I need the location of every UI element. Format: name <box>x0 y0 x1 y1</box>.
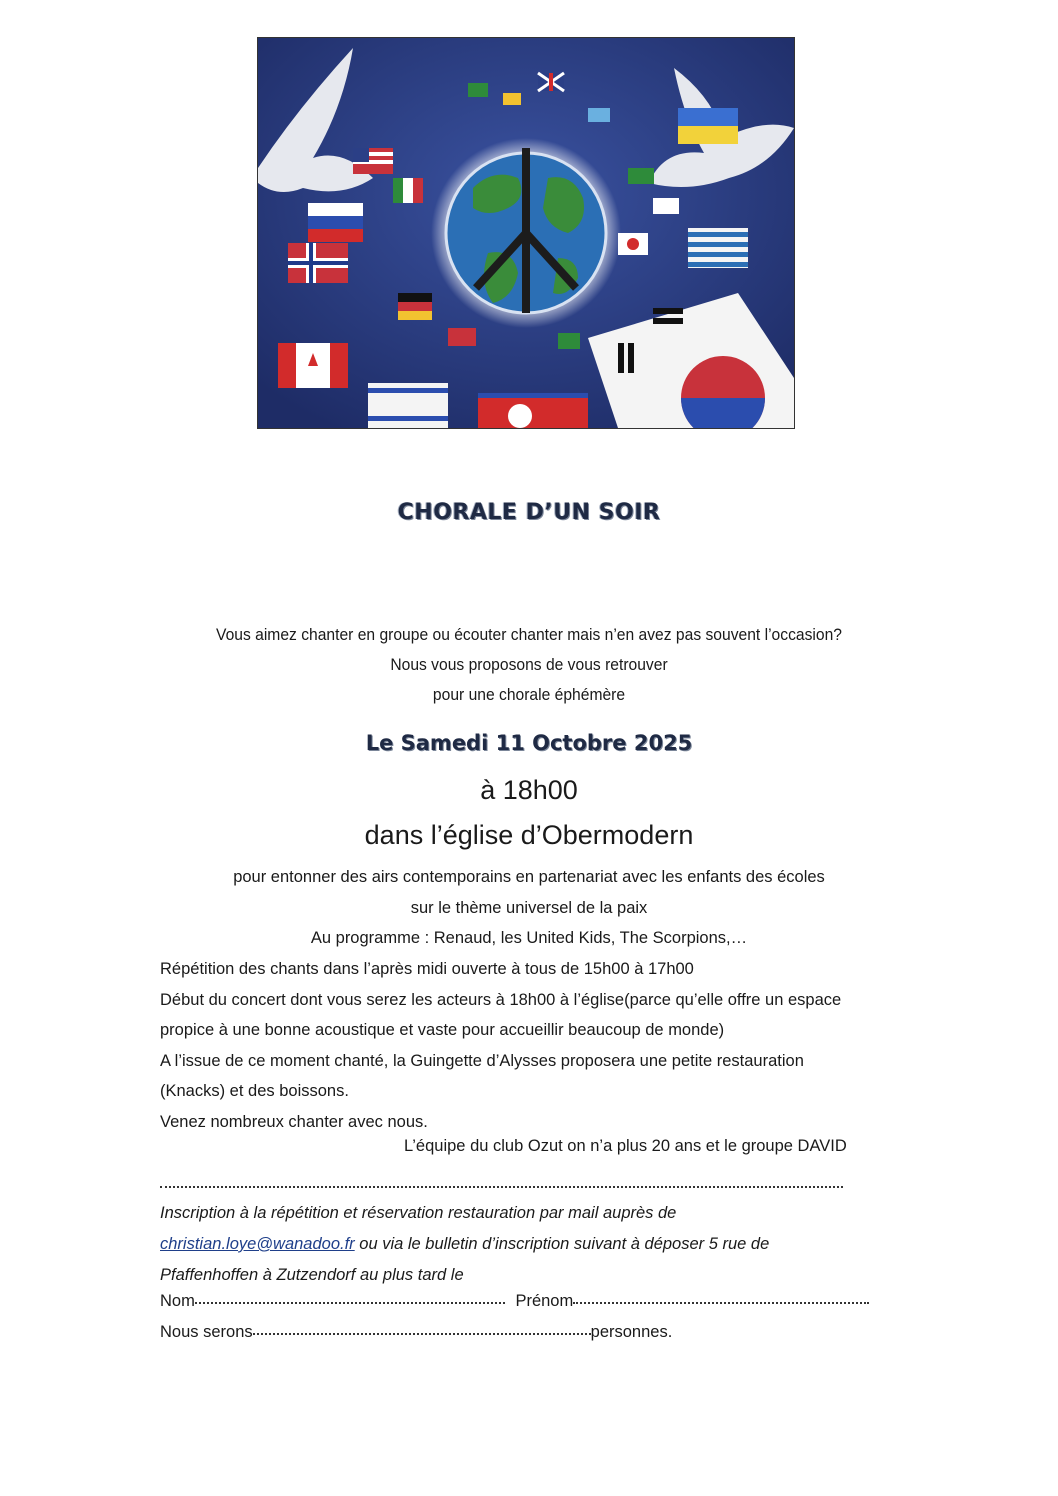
people-count-input[interactable] <box>253 1333 591 1335</box>
nom-input[interactable] <box>195 1302 505 1304</box>
intro-text <box>42 620 1015 710</box>
registration-info <box>160 1198 880 1291</box>
intro-line: Nous vous proposons de vous retrouver <box>390 655 668 674</box>
flag-italy <box>393 178 423 203</box>
registration-line: Inscription à la répétition et réservation restauration par mail auprès de <box>160 1204 677 1222</box>
flag-usa <box>353 148 393 174</box>
email-link[interactable]: christian.loye@wanadoo.fr <box>160 1235 355 1253</box>
body-line: Début du concert dont vous serez les acteurs à 18h00 à l’église(parce qu’elle offre un espace <box>160 990 842 1009</box>
prenom-input[interactable] <box>573 1302 869 1304</box>
flag-norway <box>288 243 348 283</box>
signature: L’équipe du club Ozut on n’a plus 20 ans et le groupe DAVID <box>404 1137 847 1155</box>
registration-line-rest: ou via le bulletin d’inscription suivant à déposer 5 rue de <box>354 1235 770 1253</box>
intro-line: pour une chorale éphémère <box>432 685 626 704</box>
body-line: propice à une bonne acoustique et vaste pour accueillir beaucoup de monde) <box>160 1021 725 1039</box>
body-text <box>160 954 880 1137</box>
title: CHORALE D’UN SOIR <box>397 500 661 525</box>
nous-serons-label: Nous serons <box>160 1323 253 1341</box>
flag-russia <box>308 203 363 242</box>
body-line: Venez nombreux chanter avec nous. <box>160 1112 428 1131</box>
intro-line: Vous aimez chanter en groupe ou écouter chanter mais n’en avez pas souvent l’occasion? <box>215 625 842 644</box>
count-field-row <box>160 1323 672 1342</box>
registration-line <box>160 1229 880 1260</box>
flag-uk <box>538 73 564 91</box>
poster-image <box>257 37 795 429</box>
registration-line: Pfaffenhoffen à Zutzendorf au plus tard le <box>160 1266 464 1284</box>
details-line: pour entonner des airs contemporains en partenariat avec les enfants des écoles <box>233 868 825 886</box>
details-line: sur le thème universel de la paix <box>410 898 648 917</box>
body-line: (Knacks) et des boissons. <box>160 1082 349 1100</box>
body-line: A l’issue de ce moment chanté, la Guingette d’Alysses proposera une petite restauration <box>160 1051 804 1070</box>
peace-world-flags-illustration <box>258 38 794 428</box>
event-details <box>0 862 1058 954</box>
event-place: dans l’église d’Obermodern <box>364 820 694 850</box>
prenom-label: Prénom <box>515 1292 574 1310</box>
flag-canada <box>278 343 348 388</box>
flag-germany <box>398 293 432 320</box>
flag-ukraine-top <box>678 108 738 126</box>
details-line: Au programme : Renaud, les United Kids, The Scorpions,… <box>310 929 748 947</box>
cut-line-separator <box>160 1186 843 1188</box>
flag-north-korea <box>478 393 588 428</box>
body-line: Répétition des chants dans l’après midi ouverte à tous de 15h00 à 17h00 <box>160 960 694 978</box>
nom-label: Nom <box>160 1292 195 1310</box>
flag-ukraine-bottom <box>678 126 738 144</box>
personnes-label: personnes. <box>590 1323 673 1341</box>
name-fields-row <box>160 1292 869 1311</box>
flag-japan <box>618 233 648 255</box>
flag-israel <box>368 383 448 428</box>
event-date: Le Samedi 11 Octobre 2025 <box>365 731 693 755</box>
flag-greece <box>688 228 748 268</box>
event-time: à 18h00 <box>480 775 578 805</box>
